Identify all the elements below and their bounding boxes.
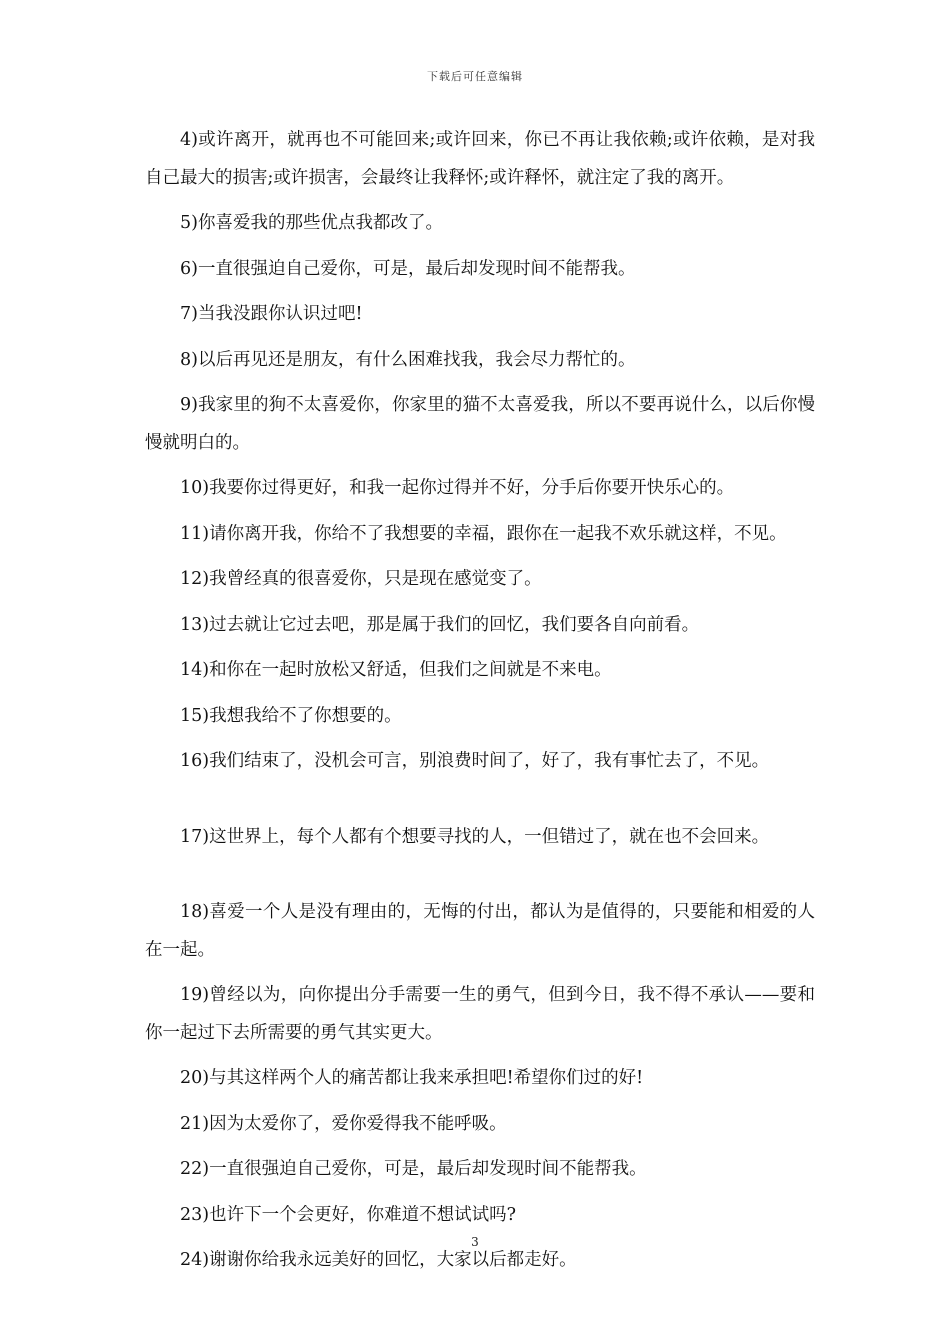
paragraph: 7)当我没跟你认识过吧! bbox=[180, 304, 363, 324]
page-number: 3 bbox=[471, 1235, 479, 1249]
page-header: 下载后可任意编辑 bbox=[427, 70, 523, 83]
paragraph: 4)或许离开，就再也不可能回来;或许回来，你已不再让我依赖;或许依赖，是对我自己最大的损害;或许损害，会最终让我释怀;或许释怀，就注定了我的离开。 bbox=[145, 130, 815, 188]
paragraph: 19)曾经以为，向你提出分手需要一生的勇气，但到今日，我不得不承认——要和你一起过下去所需要的勇气其实更大。 bbox=[145, 985, 815, 1043]
paragraph: 12)我曾经真的很喜爱你，只是现在感觉变了。 bbox=[180, 569, 542, 589]
paragraph: 9)我家里的狗不太喜爱你，你家里的猫不太喜爱我，所以不要再说什么，以后你慢慢就明白的。 bbox=[145, 395, 815, 453]
paragraph: 23)也许下一个会更好，你难道不想试试吗? bbox=[180, 1204, 516, 1225]
paragraph: 20)与其这样两个人的痛苦都让我来承担吧!希望你们过的好! bbox=[180, 1068, 644, 1088]
paragraph: 24)谢谢你给我永远美好的回忆，大家以后都走好。 bbox=[180, 1250, 577, 1270]
paragraph: 16)我们结束了，没机会可言，别浪费时间了，好了，我有事忙去了，不见。 bbox=[180, 751, 770, 771]
document-body bbox=[145, 122, 815, 1288]
paragraph: 14)和你在一起时放松又舒适，但我们之间就是不来电。 bbox=[180, 660, 612, 680]
paragraph: 15)我想我给不了你想要的。 bbox=[180, 705, 402, 726]
paragraph: 18)喜爱一个人是没有理由的，无悔的付出，都认为是值得的，只要能和相爱的人在一起。 bbox=[145, 902, 815, 960]
paragraph: 11)请你离开我，你给不了我想要的幸福，跟你在一起我不欢乐就这样，不见。 bbox=[180, 523, 787, 544]
paragraph: 17)这世界上，每个人都有个想要寻找的人，一但错过了，就在也不会回来。 bbox=[180, 826, 770, 847]
blank-line bbox=[145, 864, 815, 894]
paragraph: 5)你喜爱我的那些优点我都改了。 bbox=[180, 213, 443, 233]
paragraph: 10)我要你过得更好，和我一起你过得并不好，分手后你要开快乐心的。 bbox=[180, 478, 735, 498]
paragraph: 8)以后再见还是朋友，有什么困难找我，我会尽力帮忙的。 bbox=[180, 349, 636, 370]
blank-line bbox=[145, 789, 815, 819]
paragraph: 13)过去就让它过去吧，那是属于我们的回忆，我们要各自向前看。 bbox=[180, 614, 700, 635]
paragraph: 21)因为太爱你了，爱你爱得我不能呼吸。 bbox=[180, 1113, 507, 1134]
paragraph: 6)一直很强迫自己爱你，可是，最后却发现时间不能帮我。 bbox=[180, 258, 636, 279]
paragraph: 22)一直很强迫自己爱你，可是，最后却发现时间不能帮我。 bbox=[180, 1159, 647, 1179]
